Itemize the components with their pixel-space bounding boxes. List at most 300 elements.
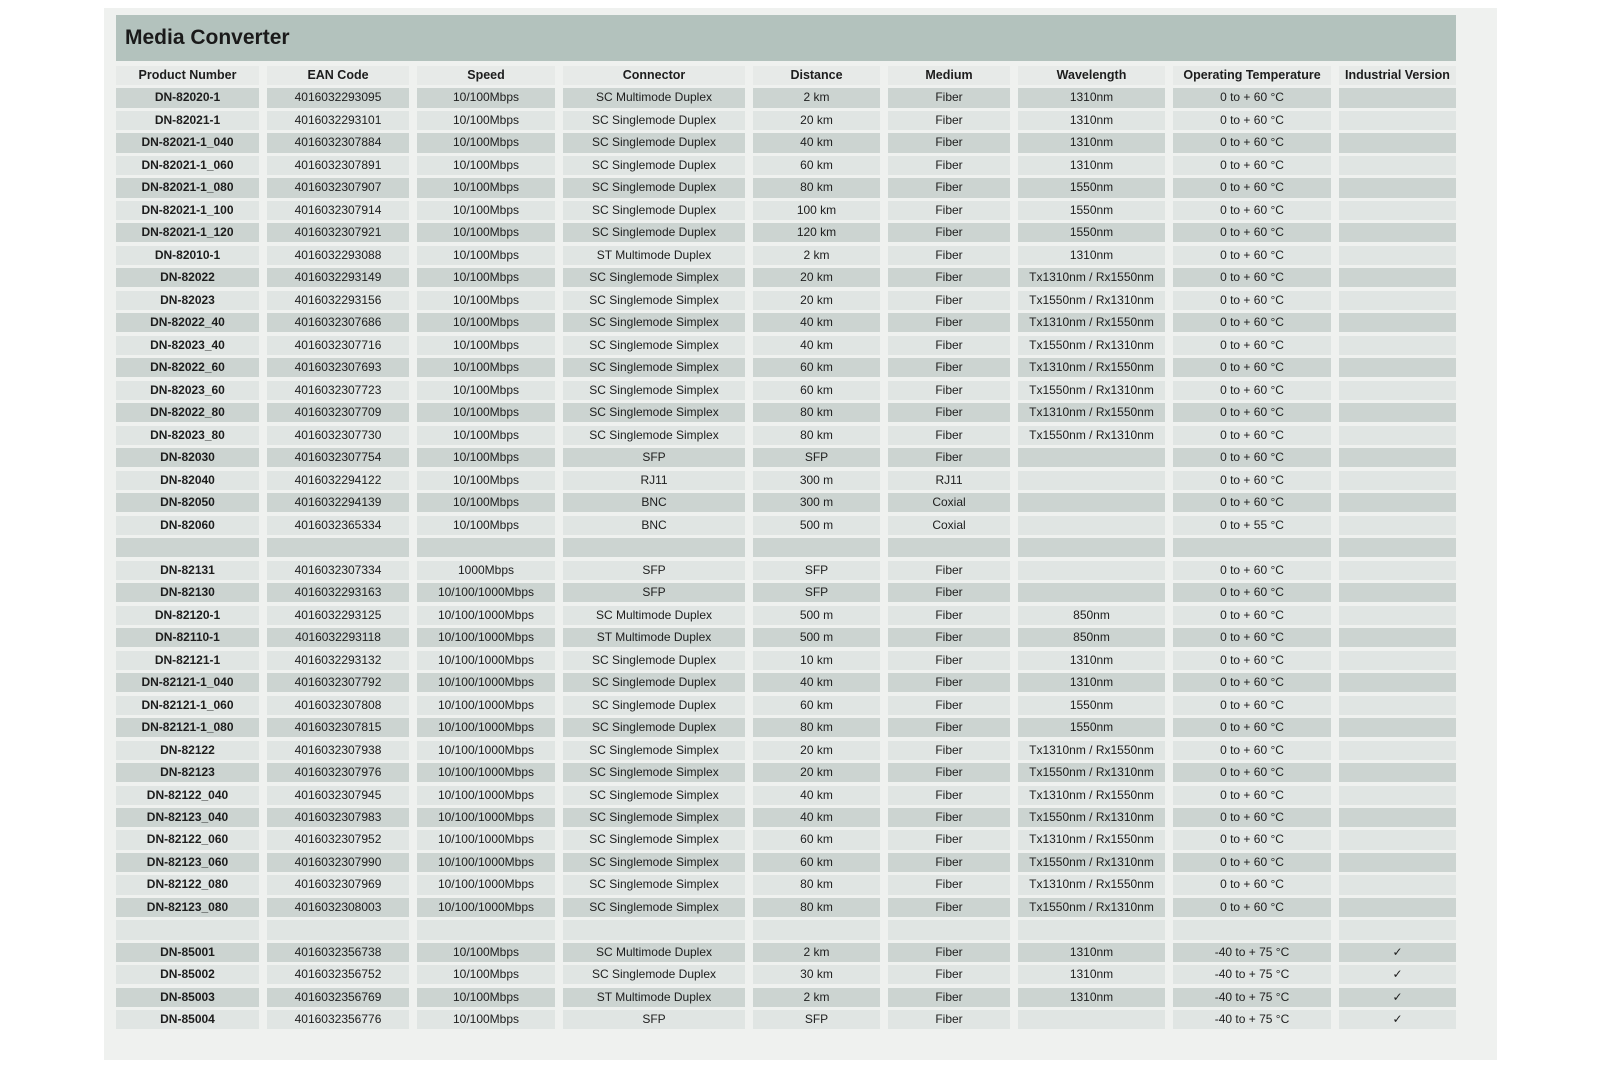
cell-distance: 60 km [753, 696, 880, 715]
cell-speed: 10/100Mbps [417, 291, 555, 310]
cell-ean-code: 4016032294122 [267, 471, 409, 490]
cell-product-number: DN-82023_40 [116, 336, 259, 355]
table-row [116, 1010, 1457, 1029]
separator-cell [888, 538, 1010, 557]
table-row [116, 830, 1457, 849]
cell-medium: Fiber [888, 178, 1010, 197]
column-header-industrial-version: Industrial Version [1339, 66, 1456, 85]
cell-ean-code: 4016032307990 [267, 853, 409, 872]
cell-medium: Fiber [888, 223, 1010, 242]
cell-product-number: DN-82123 [116, 763, 259, 782]
cell-speed: 10/100Mbps [417, 471, 555, 490]
cell-industrial-version [1339, 583, 1456, 602]
cell-ean-code: 4016032356776 [267, 1010, 409, 1029]
cell-industrial-version [1339, 516, 1456, 535]
cell-ean-code: 4016032293095 [267, 88, 409, 107]
cell-product-number: DN-82022 [116, 268, 259, 287]
cell-speed: 10/100Mbps [417, 943, 555, 962]
cell-connector: SFP [563, 448, 745, 467]
cell-product-number: DN-82020-1 [116, 88, 259, 107]
cell-industrial-version [1339, 201, 1456, 220]
cell-connector: SC Multimode Duplex [563, 606, 745, 625]
cell-industrial-version [1339, 786, 1456, 805]
cell-product-number: DN-82022_40 [116, 313, 259, 332]
cell-operating-temperature: -40 to + 75 °C [1173, 943, 1331, 962]
table-row [116, 358, 1457, 377]
cell-connector: SC Singlemode Simplex [563, 381, 745, 400]
separator-cell [417, 538, 555, 557]
cell-speed: 10/100Mbps [417, 156, 555, 175]
cell-speed: 1000Mbps [417, 561, 555, 580]
cell-product-number: DN-82122 [116, 741, 259, 760]
cell-speed: 10/100/1000Mbps [417, 875, 555, 894]
table-row [116, 651, 1457, 670]
cell-medium: Fiber [888, 313, 1010, 332]
cell-ean-code: 4016032307914 [267, 201, 409, 220]
cell-speed: 10/100Mbps [417, 88, 555, 107]
column-header-ean-code: EAN Code [267, 66, 409, 85]
cell-operating-temperature: 0 to + 60 °C [1173, 156, 1331, 175]
cell-operating-temperature: 0 to + 60 °C [1173, 448, 1331, 467]
cell-product-number: DN-82130 [116, 583, 259, 602]
separator-cell [116, 538, 259, 557]
cell-industrial-version [1339, 741, 1456, 760]
separator-cell [267, 538, 409, 557]
cell-product-number: DN-82060 [116, 516, 259, 535]
cell-wavelength: Tx1550nm / Rx1310nm [1018, 336, 1165, 355]
cell-medium: Fiber [888, 426, 1010, 445]
cell-distance: 40 km [753, 336, 880, 355]
cell-speed: 10/100Mbps [417, 988, 555, 1007]
cell-connector: SFP [563, 561, 745, 580]
cell-operating-temperature: 0 to + 60 °C [1173, 628, 1331, 647]
cell-distance: 40 km [753, 808, 880, 827]
cell-medium: Fiber [888, 583, 1010, 602]
cell-wavelength: Tx1310nm / Rx1550nm [1018, 358, 1165, 377]
cell-connector: SC Multimode Duplex [563, 88, 745, 107]
table-row [116, 178, 1457, 197]
cell-speed: 10/100Mbps [417, 313, 555, 332]
cell-industrial-version [1339, 875, 1456, 894]
cell-ean-code: 4016032307709 [267, 403, 409, 422]
cell-operating-temperature: 0 to + 60 °C [1173, 606, 1331, 625]
cell-product-number: DN-85001 [116, 943, 259, 962]
cell-speed: 10/100Mbps [417, 403, 555, 422]
cell-medium: Fiber [888, 718, 1010, 737]
cell-ean-code: 4016032307792 [267, 673, 409, 692]
cell-medium: Fiber [888, 696, 1010, 715]
cell-industrial-version [1339, 268, 1456, 287]
cell-ean-code: 4016032307693 [267, 358, 409, 377]
cell-operating-temperature: 0 to + 60 °C [1173, 381, 1331, 400]
cell-operating-temperature: 0 to + 60 °C [1173, 561, 1331, 580]
cell-wavelength: Tx1310nm / Rx1550nm [1018, 268, 1165, 287]
cell-operating-temperature: 0 to + 60 °C [1173, 808, 1331, 827]
cell-connector: SC Singlemode Simplex [563, 426, 745, 445]
cell-connector: SC Singlemode Simplex [563, 403, 745, 422]
table-row [116, 516, 1457, 535]
cell-operating-temperature: 0 to + 60 °C [1173, 133, 1331, 152]
cell-ean-code: 4016032293132 [267, 651, 409, 670]
column-header-wavelength: Wavelength [1018, 66, 1165, 85]
cell-industrial-version: ✓ [1339, 988, 1456, 1007]
cell-product-number: DN-82122_060 [116, 830, 259, 849]
cell-connector: SC Singlemode Duplex [563, 111, 745, 130]
cell-industrial-version [1339, 561, 1456, 580]
cell-wavelength: 850nm [1018, 628, 1165, 647]
table-row [116, 943, 1457, 962]
table-row [116, 291, 1457, 310]
cell-operating-temperature: 0 to + 60 °C [1173, 493, 1331, 512]
cell-wavelength: Tx1550nm / Rx1310nm [1018, 291, 1165, 310]
column-header-connector: Connector [563, 66, 745, 85]
cell-medium: Fiber [888, 965, 1010, 984]
cell-product-number: DN-82040 [116, 471, 259, 490]
cell-wavelength: 1550nm [1018, 696, 1165, 715]
cell-operating-temperature: 0 to + 60 °C [1173, 201, 1331, 220]
cell-wavelength: Tx1550nm / Rx1310nm [1018, 808, 1165, 827]
cell-distance: 20 km [753, 763, 880, 782]
cell-wavelength: 1310nm [1018, 133, 1165, 152]
media-converter-table-area [116, 15, 1457, 1033]
table-row [116, 606, 1457, 625]
cell-product-number: DN-82122_040 [116, 786, 259, 805]
cell-distance: 60 km [753, 830, 880, 849]
cell-operating-temperature: 0 to + 60 °C [1173, 673, 1331, 692]
cell-ean-code: 4016032307723 [267, 381, 409, 400]
cell-distance: 20 km [753, 111, 880, 130]
cell-industrial-version [1339, 313, 1456, 332]
cell-connector: SC Singlemode Duplex [563, 673, 745, 692]
cell-connector: BNC [563, 493, 745, 512]
cell-wavelength: 1550nm [1018, 718, 1165, 737]
cell-distance: 60 km [753, 156, 880, 175]
cell-product-number: DN-85003 [116, 988, 259, 1007]
cell-operating-temperature: 0 to + 60 °C [1173, 875, 1331, 894]
cell-distance: 40 km [753, 313, 880, 332]
cell-wavelength [1018, 516, 1165, 535]
cell-speed: 10/100/1000Mbps [417, 696, 555, 715]
cell-industrial-version: ✓ [1339, 965, 1456, 984]
cell-speed: 10/100Mbps [417, 111, 555, 130]
cell-medium: Fiber [888, 988, 1010, 1007]
cell-speed: 10/100Mbps [417, 493, 555, 512]
cell-distance: 300 m [753, 471, 880, 490]
cell-wavelength: Tx1550nm / Rx1310nm [1018, 898, 1165, 917]
cell-ean-code: 4016032307686 [267, 313, 409, 332]
cell-distance: 20 km [753, 291, 880, 310]
cell-industrial-version [1339, 156, 1456, 175]
cell-product-number: DN-82030 [116, 448, 259, 467]
cell-operating-temperature: 0 to + 60 °C [1173, 898, 1331, 917]
cell-ean-code: 4016032307907 [267, 178, 409, 197]
cell-operating-temperature: 0 to + 60 °C [1173, 291, 1331, 310]
cell-medium: Fiber [888, 1010, 1010, 1029]
cell-product-number: DN-85004 [116, 1010, 259, 1029]
separator-cell [1339, 538, 1456, 557]
cell-wavelength: 1310nm [1018, 88, 1165, 107]
cell-product-number: DN-82110-1 [116, 628, 259, 647]
table-row [116, 111, 1457, 130]
cell-medium: Fiber [888, 336, 1010, 355]
cell-wavelength: 1550nm [1018, 201, 1165, 220]
table-row [116, 561, 1457, 580]
cell-operating-temperature: 0 to + 60 °C [1173, 853, 1331, 872]
cell-connector: SC Singlemode Simplex [563, 830, 745, 849]
cell-distance: 2 km [753, 246, 880, 265]
cell-distance: 30 km [753, 965, 880, 984]
cell-product-number: DN-82120-1 [116, 606, 259, 625]
cell-operating-temperature: 0 to + 60 °C [1173, 471, 1331, 490]
cell-connector: SC Singlemode Simplex [563, 786, 745, 805]
cell-ean-code: 4016032307730 [267, 426, 409, 445]
cell-speed: 10/100Mbps [417, 223, 555, 242]
cell-wavelength: 1310nm [1018, 111, 1165, 130]
cell-connector: SC Singlemode Simplex [563, 336, 745, 355]
cell-product-number: DN-82122_080 [116, 875, 259, 894]
separator-cell [267, 920, 409, 939]
cell-wavelength: Tx1310nm / Rx1550nm [1018, 403, 1165, 422]
cell-operating-temperature: 0 to + 60 °C [1173, 88, 1331, 107]
cell-ean-code: 4016032307945 [267, 786, 409, 805]
cell-speed: 10/100Mbps [417, 268, 555, 287]
cell-connector: SC Singlemode Duplex [563, 718, 745, 737]
cell-wavelength: Tx1310nm / Rx1550nm [1018, 786, 1165, 805]
cell-distance: 80 km [753, 718, 880, 737]
cell-speed: 10/100Mbps [417, 381, 555, 400]
cell-industrial-version [1339, 763, 1456, 782]
cell-speed: 10/100/1000Mbps [417, 830, 555, 849]
cell-speed: 10/100/1000Mbps [417, 853, 555, 872]
cell-product-number: DN-82021-1_080 [116, 178, 259, 197]
cell-industrial-version [1339, 111, 1456, 130]
cell-speed: 10/100Mbps [417, 516, 555, 535]
cell-operating-temperature: 0 to + 60 °C [1173, 830, 1331, 849]
cell-industrial-version [1339, 853, 1456, 872]
cell-industrial-version [1339, 133, 1456, 152]
table-row [116, 808, 1457, 827]
cell-medium: Fiber [888, 201, 1010, 220]
cell-industrial-version [1339, 471, 1456, 490]
cell-operating-temperature: -40 to + 75 °C [1173, 965, 1331, 984]
cell-operating-temperature: 0 to + 60 °C [1173, 358, 1331, 377]
separator-cell [563, 538, 745, 557]
separator-row [116, 920, 1457, 939]
cell-operating-temperature: 0 to + 60 °C [1173, 246, 1331, 265]
table-row [116, 268, 1457, 287]
cell-connector: SC Singlemode Simplex [563, 313, 745, 332]
cell-distance: 80 km [753, 898, 880, 917]
cell-operating-temperature: -40 to + 75 °C [1173, 1010, 1331, 1029]
separator-cell [1173, 538, 1331, 557]
cell-operating-temperature: 0 to + 60 °C [1173, 786, 1331, 805]
cell-operating-temperature: 0 to + 60 °C [1173, 336, 1331, 355]
table-row [116, 853, 1457, 872]
cell-wavelength: Tx1310nm / Rx1550nm [1018, 741, 1165, 760]
cell-speed: 10/100Mbps [417, 201, 555, 220]
cell-wavelength: 1310nm [1018, 988, 1165, 1007]
cell-medium: Fiber [888, 246, 1010, 265]
cell-ean-code: 4016032307891 [267, 156, 409, 175]
table-row [116, 88, 1457, 107]
table-row [116, 628, 1457, 647]
cell-product-number: DN-82121-1_040 [116, 673, 259, 692]
cell-operating-temperature: 0 to + 60 °C [1173, 426, 1331, 445]
table-row [116, 965, 1457, 984]
cell-product-number: DN-82121-1_060 [116, 696, 259, 715]
cell-connector: ST Multimode Duplex [563, 988, 745, 1007]
cell-ean-code: 4016032307808 [267, 696, 409, 715]
cell-ean-code: 4016032307921 [267, 223, 409, 242]
cell-distance: 2 km [753, 943, 880, 962]
cell-connector: SC Singlemode Simplex [563, 808, 745, 827]
table-row [116, 988, 1457, 1007]
cell-distance: 60 km [753, 358, 880, 377]
cell-ean-code: 4016032356769 [267, 988, 409, 1007]
column-header-medium: Medium [888, 66, 1010, 85]
cell-product-number: DN-82021-1 [116, 111, 259, 130]
cell-ean-code: 4016032307716 [267, 336, 409, 355]
cell-wavelength: 1310nm [1018, 651, 1165, 670]
cell-medium: Fiber [888, 358, 1010, 377]
separator-cell [563, 920, 745, 939]
cell-connector: SC Singlemode Duplex [563, 201, 745, 220]
cell-medium: Fiber [888, 651, 1010, 670]
cell-speed: 10/100Mbps [417, 426, 555, 445]
cell-distance: 40 km [753, 673, 880, 692]
cell-distance: 2 km [753, 988, 880, 1007]
cell-connector: SC Singlemode Duplex [563, 156, 745, 175]
cell-distance: 500 m [753, 516, 880, 535]
cell-wavelength: Tx1550nm / Rx1310nm [1018, 763, 1165, 782]
cell-distance: 60 km [753, 381, 880, 400]
table-row [116, 313, 1457, 332]
cell-distance: SFP [753, 1010, 880, 1029]
cell-operating-temperature: -40 to + 75 °C [1173, 988, 1331, 1007]
cell-speed: 10/100Mbps [417, 133, 555, 152]
cell-industrial-version [1339, 381, 1456, 400]
cell-speed: 10/100Mbps [417, 246, 555, 265]
cell-operating-temperature: 0 to + 60 °C [1173, 268, 1331, 287]
cell-distance: 2 km [753, 88, 880, 107]
data-table [116, 88, 1457, 1029]
cell-connector: SC Singlemode Duplex [563, 651, 745, 670]
cell-speed: 10/100/1000Mbps [417, 741, 555, 760]
cell-speed: 10/100/1000Mbps [417, 808, 555, 827]
cell-product-number: DN-82022_80 [116, 403, 259, 422]
cell-medium: Fiber [888, 448, 1010, 467]
cell-industrial-version [1339, 673, 1456, 692]
cell-connector: SC Singlemode Duplex [563, 178, 745, 197]
cell-connector: SC Singlemode Simplex [563, 741, 745, 760]
table-row [116, 403, 1457, 422]
table-row [116, 583, 1457, 602]
cell-wavelength: 1310nm [1018, 673, 1165, 692]
cell-ean-code: 4016032356752 [267, 965, 409, 984]
cell-industrial-version [1339, 718, 1456, 737]
cell-operating-temperature: 0 to + 60 °C [1173, 741, 1331, 760]
cell-connector: SC Singlemode Duplex [563, 696, 745, 715]
cell-connector: SFP [563, 1010, 745, 1029]
cell-speed: 10/100Mbps [417, 358, 555, 377]
cell-medium: RJ11 [888, 471, 1010, 490]
cell-product-number: DN-82131 [116, 561, 259, 580]
cell-medium: Coxial [888, 516, 1010, 535]
cell-wavelength: 1550nm [1018, 223, 1165, 242]
column-header-operating-temperature: Operating Temperature [1173, 66, 1331, 85]
cell-medium: Fiber [888, 763, 1010, 782]
cell-ean-code: 4016032307334 [267, 561, 409, 580]
cell-wavelength: 1310nm [1018, 943, 1165, 962]
cell-medium: Fiber [888, 561, 1010, 580]
cell-medium: Fiber [888, 628, 1010, 647]
cell-operating-temperature: 0 to + 60 °C [1173, 223, 1331, 242]
cell-wavelength: 1310nm [1018, 246, 1165, 265]
cell-medium: Fiber [888, 88, 1010, 107]
cell-medium: Fiber [888, 268, 1010, 287]
cell-industrial-version [1339, 403, 1456, 422]
cell-distance: SFP [753, 561, 880, 580]
cell-wavelength: Tx1550nm / Rx1310nm [1018, 381, 1165, 400]
page-title: Media Converter [116, 15, 1456, 61]
cell-distance: 20 km [753, 741, 880, 760]
cell-connector: BNC [563, 516, 745, 535]
cell-industrial-version [1339, 448, 1456, 467]
cell-medium: Coxial [888, 493, 1010, 512]
cell-industrial-version [1339, 426, 1456, 445]
cell-product-number: DN-82010-1 [116, 246, 259, 265]
table-row [116, 763, 1457, 782]
table-row [116, 696, 1457, 715]
cell-wavelength: 850nm [1018, 606, 1165, 625]
cell-product-number: DN-82021-1_100 [116, 201, 259, 220]
cell-ean-code: 4016032294139 [267, 493, 409, 512]
cell-distance: SFP [753, 448, 880, 467]
cell-distance: 500 m [753, 628, 880, 647]
cell-industrial-version: ✓ [1339, 943, 1456, 962]
table-row [116, 471, 1457, 490]
cell-industrial-version [1339, 178, 1456, 197]
cell-medium: Fiber [888, 156, 1010, 175]
cell-medium: Fiber [888, 741, 1010, 760]
cell-industrial-version [1339, 223, 1456, 242]
cell-ean-code: 4016032356738 [267, 943, 409, 962]
cell-wavelength: Tx1550nm / Rx1310nm [1018, 853, 1165, 872]
cell-operating-temperature: 0 to + 60 °C [1173, 403, 1331, 422]
cell-industrial-version [1339, 291, 1456, 310]
cell-ean-code: 4016032307952 [267, 830, 409, 849]
cell-distance: SFP [753, 583, 880, 602]
cell-speed: 10/100Mbps [417, 1010, 555, 1029]
cell-product-number: DN-82123_080 [116, 898, 259, 917]
cell-product-number: DN-82023 [116, 291, 259, 310]
cell-wavelength: Tx1310nm / Rx1550nm [1018, 875, 1165, 894]
separator-cell [753, 538, 880, 557]
cell-distance: 80 km [753, 875, 880, 894]
cell-industrial-version [1339, 606, 1456, 625]
cell-speed: 10/100/1000Mbps [417, 763, 555, 782]
cell-product-number: DN-82121-1 [116, 651, 259, 670]
separator-cell [753, 920, 880, 939]
cell-connector: ST Multimode Duplex [563, 246, 745, 265]
cell-ean-code: 4016032293088 [267, 246, 409, 265]
cell-product-number: DN-82023_60 [116, 381, 259, 400]
cell-distance: 80 km [753, 403, 880, 422]
cell-distance: 300 m [753, 493, 880, 512]
cell-speed: 10/100/1000Mbps [417, 718, 555, 737]
cell-wavelength [1018, 493, 1165, 512]
cell-ean-code: 4016032293156 [267, 291, 409, 310]
